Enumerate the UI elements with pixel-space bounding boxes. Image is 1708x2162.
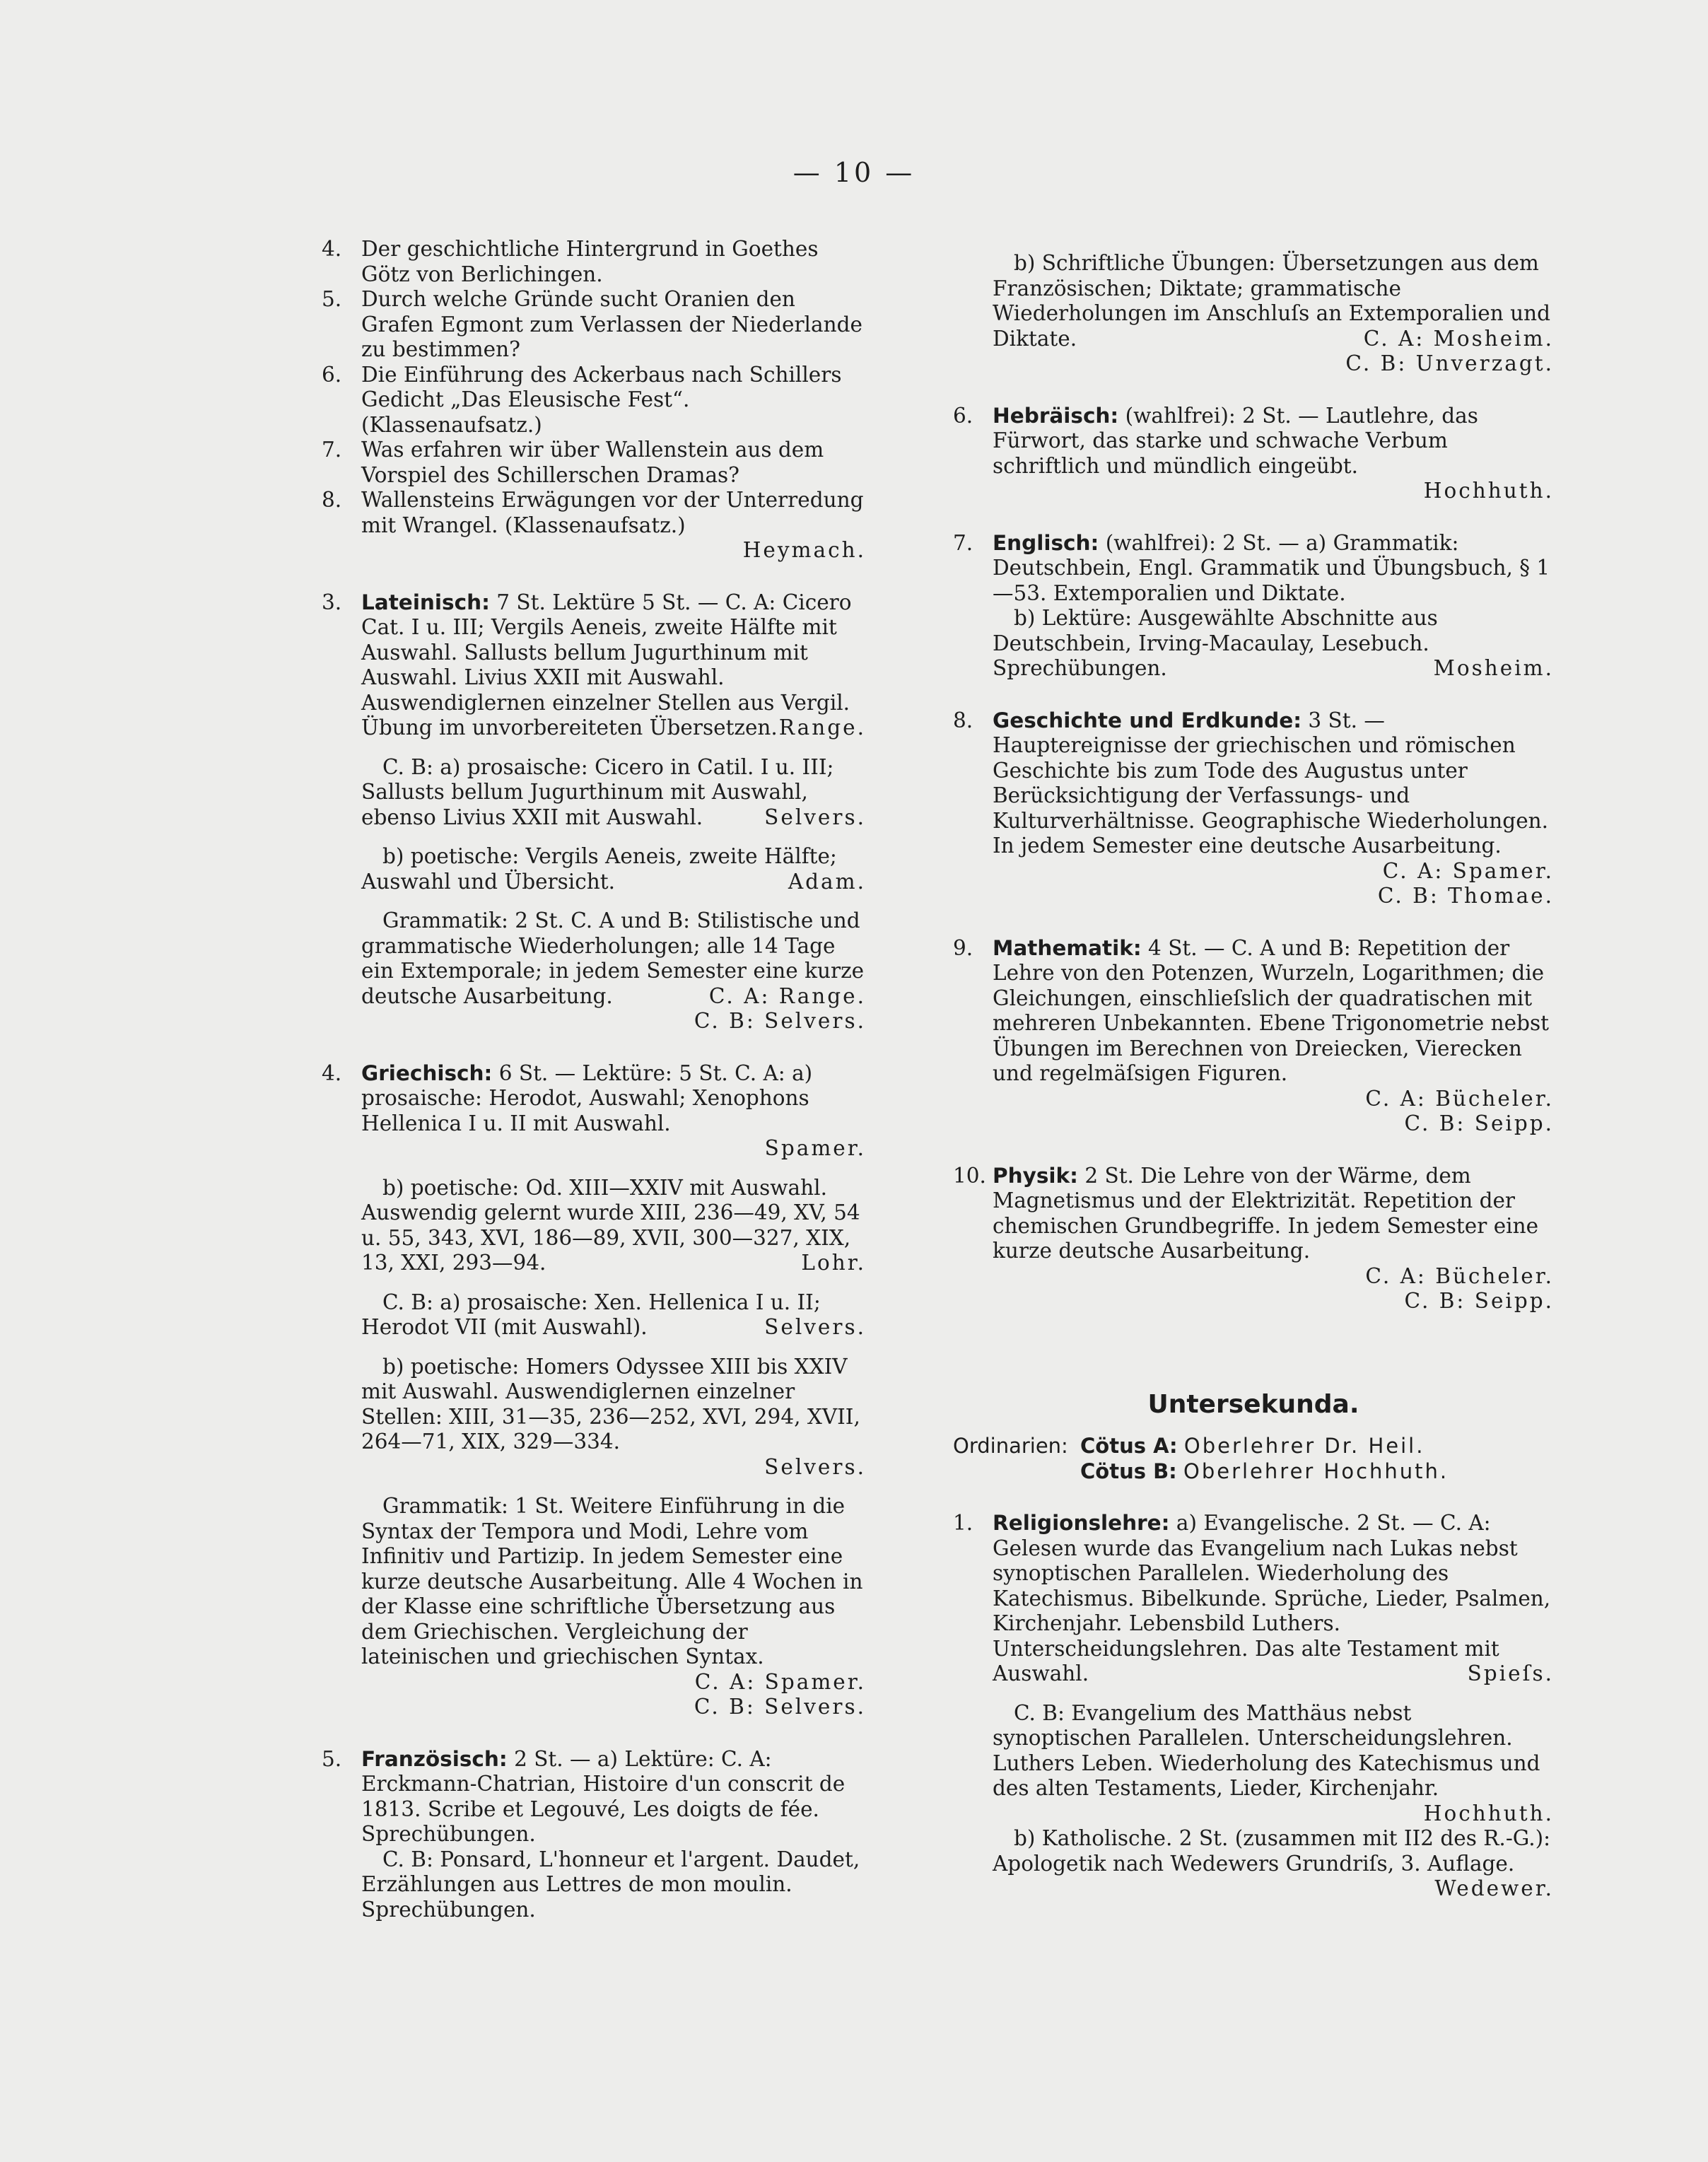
item-text: Die Einführung des Ackerbaus nach Schillers Gedicht „Das Eleusische Fest“. (Klassenaufsatz.) [361, 362, 842, 437]
ordinarius-name: Oberlehrer Dr. Heil. [1183, 1434, 1425, 1458]
paragraph-body: b) Lektüre: Ausgewählte Abschnitte aus Deutschbein, Irving-Macaulay, Lesebuch. Sprechübungen. [993, 606, 1438, 680]
teacher-name: C. A: Mosheim. [1363, 326, 1554, 351]
section-text: 2 St. — a) Lektüre: C. A: Erckmann-Chatrian, Histoire d'un conscrit de 1813. Scribe et Legouvé, Les doigts de fée. Sprechübungen. [361, 1746, 846, 1846]
item-text: Was erfahren wir über Wallenstein aus dem Vorspiel des Schillerschen Dramas? [361, 438, 824, 487]
paragraph [322, 1847, 866, 1923]
section-number: 4. [322, 1060, 342, 1085]
list-item [322, 363, 866, 438]
item-text: Wallensteins Erwägungen vor der Unterredung mit Wrangel. (Klassenaufsatz.) [361, 488, 864, 537]
paragraph-body: b) poetische: Od. XIII—XXIV mit Auswahl. Auswendig gelernt wurde XIII, 236—49, XV, 54 u. 55, 343, XVI, 186—89, XVII, 300—327, XIX, 13, XXI, 293—94. [361, 1175, 860, 1275]
section-number: 5. [322, 1746, 342, 1771]
paragraph [953, 606, 1554, 682]
ordinarien-label: Ordinarien: [953, 1434, 1068, 1458]
section-number: 8. [953, 708, 973, 732]
paragraph-text [361, 1176, 866, 1276]
teacher-line: C. A: Bücheler. [1365, 1263, 1554, 1288]
subject-section [322, 1061, 866, 1137]
item-number: 7. [322, 438, 342, 462]
teacher-name: Spieſs. [1467, 1661, 1554, 1685]
subject-title: Geschichte und Erdkunde: [993, 708, 1302, 732]
paragraph-text [361, 1290, 866, 1340]
teacher-line: Spamer. [764, 1136, 866, 1160]
list-item [322, 438, 866, 488]
item-number: 5. [322, 287, 342, 311]
section-text: 2 St. Die Lehre von der Wärme, dem Magnetismus und der Elektrizität. Repetition der chemischen Grundbegriffe. In jedem Semester eine kurze deutsche Ausarbeitung. [993, 1163, 1539, 1263]
section-number: 7. [953, 530, 973, 555]
ordinarius-name: Oberlehrer Hochhuth. [1183, 1459, 1449, 1483]
section-number: 6. [953, 403, 973, 428]
paragraph-body: C. B: Ponsard, L'honneur et l'argent. Daudet, Erzählungen aus Lettres de mon moulin. Sprechübungen. [361, 1847, 860, 1922]
teacher-line: Hochhuth. [1423, 479, 1554, 503]
paragraph-text [993, 251, 1554, 351]
section-number: 3. [322, 590, 342, 614]
section-heading: Untersekunda. [1147, 1389, 1359, 1419]
left-column [322, 237, 866, 1922]
paragraph-text [361, 755, 866, 831]
ordinarien-row [953, 1459, 1554, 1485]
page-number: — 10 — [792, 157, 916, 188]
teacher-line: C. B: Seipp. [1404, 1289, 1554, 1313]
teacher-line: C. A: Spamer. [694, 1669, 866, 1694]
paragraph [953, 251, 1554, 351]
coetus-label: Cötus B: [1080, 1459, 1177, 1483]
teacher-line: C. A: Spamer. [1382, 858, 1554, 883]
paragraph-body: b) Schriftliche Übungen: Übersetzungen aus dem Französischen; Diktate; grammatische Wiederholungen im Anschluſs an Extemporalien und Diktate. [993, 251, 1551, 351]
teacher-line: Hochhuth. [1423, 1801, 1554, 1825]
teacher-line: C. B: Seipp. [1404, 1111, 1554, 1135]
list-item [322, 287, 866, 363]
section-number: 10. [953, 1163, 986, 1188]
teacher-line: Heymach. [742, 538, 866, 562]
paragraph-body: b) poetische: Vergils Aeneis, zweite Hälfte; Auswahl und Übersicht. [361, 844, 837, 894]
teacher-line: Selvers. [764, 1454, 866, 1479]
paragraph-body: Grammatik: 1 St. Weitere Einführung in die Syntax der Tempora und Modi, Lehre vom Infinitiv und Partizip. In jedem Semester eine kurze deutsche Ausarbeitung. Alle 4 Wochen in der Klasse eine schriftliche Übersetzung aus dem Griechischen. Vergleichung der lateinischen und griechischen Syntax. [361, 1494, 863, 1669]
paragraph-text [993, 606, 1554, 682]
paragraph-text [993, 1826, 1554, 1900]
paragraph-text [361, 1847, 866, 1923]
subject-section [953, 531, 1554, 607]
teacher-line: C. B: Selvers. [694, 1009, 866, 1033]
section-text: 7 St. Lektüre 5 St. — C. A: Cicero Cat. I u. III; Vergils Aeneis, zweite Hälfte mit Auswahl. Sallusts bellum Jugurthinum mit Auswahl. Livius XXII mit Auswahl. Auswendiglernen einzelner Stellen aus Vergil. Übung im unvorbereiteten Übersetzen. [361, 590, 852, 740]
section-text: a) Evangelische. 2 St. — C. A: Gelesen wurde das Evangelium nach Lukas nebst synoptischen Parallelen. Wiederholung des Katechismus. Bibelkunde. Sprüche, Lieder, Psalmen, Kirchenjahr. Lebensbild Luthers. Unterscheidungslehren. Das alte Testament mit Auswahl. [993, 1511, 1551, 1685]
section-text: 4 St. — C. A und B: Repetition der Lehre von den Potenzen, Wurzeln, Logarithmen; die Gleichungen, einschlieſslich der quadratischen mit mehreren Unbekannten. Ebene Trigonometrie nebst Übungen im Berechnen von Dreiecken, Vierecken und regelmäſsigen Figuren. [993, 935, 1549, 1085]
paragraph-body: b) Katholische. 2 St. (zusammen mit II2 des R.-G.): Apologetik nach Wedewers Grundriſs, 3. Auflage. [993, 1826, 1551, 1876]
paragraph [322, 755, 866, 831]
paragraph-text [361, 1355, 866, 1455]
teacher-name: Selvers. [764, 1315, 866, 1339]
subject-section [953, 404, 1554, 479]
subject-section [953, 936, 1554, 1087]
paragraph [322, 1290, 866, 1340]
right-column [953, 237, 1554, 1902]
list-item [322, 237, 866, 287]
paragraph [322, 1355, 866, 1455]
subject-title: Religionslehre: [993, 1511, 1170, 1535]
section-text: 6 St. — Lektüre: 5 St. C. A: a) prosaische: Herodot, Auswahl; Xenophons Hellenica I u. II mit Auswahl. [361, 1060, 813, 1135]
ordinarien-label [953, 1459, 1080, 1485]
list-item [322, 488, 866, 538]
subject-title: Französisch: [361, 1746, 508, 1771]
subject-section [953, 1164, 1554, 1264]
paragraph-body: C. B: a) prosaische: Cicero in Catil. I u. III; Sallusts bellum Jugurthinum mit Auswahl, ebenso Livius XXII mit Auswahl. [361, 754, 834, 829]
paragraph [322, 1494, 866, 1670]
teacher-name: Lohr. [801, 1251, 866, 1275]
paragraph-text [993, 1701, 1554, 1801]
section-number: 1. [953, 1511, 973, 1535]
subject-title: Hebräisch: [993, 403, 1119, 428]
section-text: (wahlfrei): 2 St. — a) Grammatik: Deutschbein, Engl. Grammatik und Übungsbuch, § 1—53. Extemporalien und Diktate. [993, 530, 1550, 605]
ordinarien-row [953, 1434, 1554, 1459]
section-number: 9. [953, 935, 973, 960]
paragraph-body: b) poetische: Homers Odyssee XIII bis XXIV mit Auswahl. Auswendiglernen einzelner Stellen: XIII, 31—35, 236—252, XVI, 294, XVII, 264—71, XIX, 329—334. [361, 1354, 860, 1454]
teacher-line: C. B: Unverzagt. [1345, 351, 1554, 375]
teacher-name: Mosheim. [1433, 656, 1554, 680]
subject-section [322, 590, 866, 741]
item-text: Durch welche Gründe sucht Oranien den Grafen Egmont zum Verlassen der Niederlande zu bestimmen? [361, 287, 862, 361]
paragraph-body: C. B: Evangelium des Matthäus nebst synoptischen Parallelen. Unterscheidungslehren. Luthers Leben. Wiederholung des Katechismus und des alten Testaments, Lieder, Kirchenjahr. [993, 1700, 1540, 1800]
teacher-line: C. A: Bücheler. [1365, 1086, 1554, 1111]
subject-section [953, 1511, 1554, 1687]
teacher-name: Wedewer. [1434, 1876, 1554, 1900]
subject-title: Lateinisch: [361, 590, 490, 614]
item-number: 4. [322, 237, 342, 261]
teacher-name: C. A: Range. [708, 983, 866, 1008]
subject-title: Mathematik: [993, 935, 1142, 960]
subject-title: Physik: [993, 1163, 1078, 1188]
teacher-line: C. B: Selvers. [694, 1695, 866, 1719]
item-number: 8. [322, 488, 342, 512]
teacher-line: C. B: Thomae. [1377, 884, 1554, 908]
paragraph-text [361, 844, 866, 894]
paragraph-text [361, 908, 866, 1009]
teacher-name: Range. [778, 715, 866, 740]
subject-title: Griechisch: [361, 1060, 493, 1085]
section-text: 3 St. — Hauptereignisse der griechischen und römischen Geschichte bis zum Tode des Augustus unter Berücksichtigung der Verfassungs- und Kulturverhältnisse. Geographische Wiederholungen. In jedem Semester eine deutsche Ausarbeitung. [993, 708, 1549, 858]
subject-section [322, 1747, 866, 1847]
paragraph [953, 1701, 1554, 1801]
coetus-label: Cötus A: [1080, 1434, 1178, 1458]
paragraph [953, 1826, 1554, 1900]
paragraph [322, 908, 866, 1009]
item-number: 6. [322, 362, 342, 387]
subject-section [953, 708, 1554, 859]
paragraph-text [361, 1494, 866, 1670]
ordinarien-block [953, 1434, 1554, 1484]
section-text: (wahlfrei): 2 St. — Lautlehre, das Fürwort, das starke und schwache Verbum schriftlich und mündlich eingeübt. [993, 403, 1478, 478]
item-text: Der geschichtliche Hintergrund in Goethes Götz von Berlichingen. [361, 237, 819, 286]
paragraph [322, 844, 866, 894]
paragraph-body: C. B: a) prosaische: Xen. Hellenica I u. II; Herodot VII (mit Auswahl). [361, 1290, 821, 1339]
teacher-name: Selvers. [764, 805, 866, 829]
teacher-name: Adam. [788, 869, 866, 894]
subject-title: Englisch: [993, 530, 1099, 555]
paragraph-body: Grammatik: 2 St. C. A und B: Stilistische und grammatische Wiederholungen; alle 14 Tage ein Extemporale; in jedem Semester eine kurze deutsche Ausarbeitung. [361, 908, 865, 1008]
paragraph [322, 1176, 866, 1276]
